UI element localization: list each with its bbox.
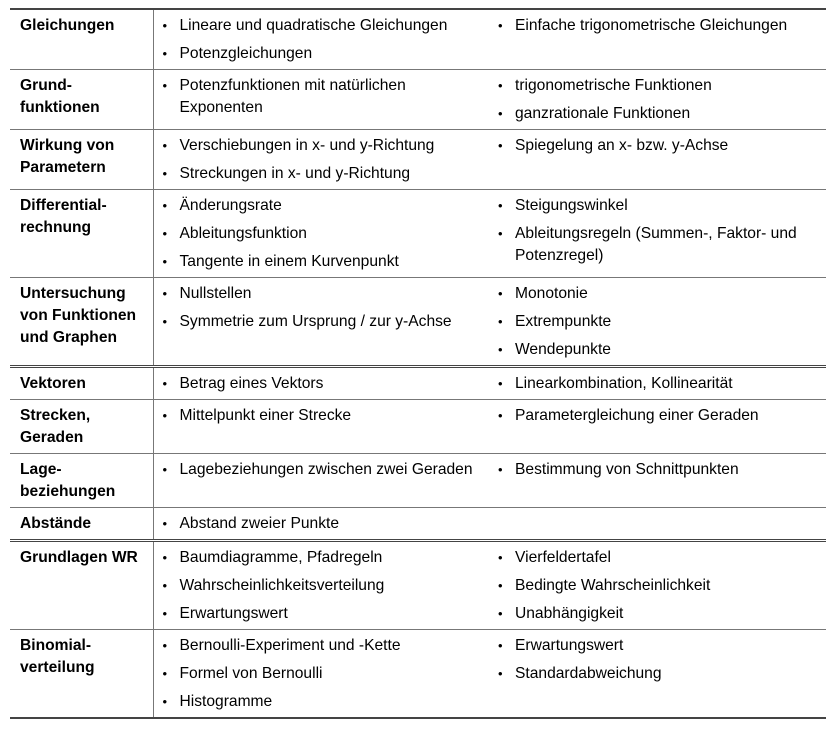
left-items-cell (153, 278, 489, 367)
list-item-text: Bernoulli-Experiment und -Kette (179, 637, 401, 654)
table-row (10, 400, 826, 454)
list-item (162, 15, 482, 37)
list-item (162, 459, 482, 481)
list-item (162, 513, 482, 535)
bullet-icon: • (162, 376, 168, 391)
list-item-text: Potenzgleichungen (179, 45, 313, 62)
topic-cell (10, 190, 153, 278)
bullet-icon: • (162, 166, 168, 181)
topic-cell (10, 508, 153, 541)
list-item (497, 75, 818, 97)
list-item-text: Lagebeziehungen zwischen zwei Geraden (179, 461, 473, 478)
table-row (10, 508, 826, 541)
list-item-text: Mittelpunkt einer Strecke (179, 407, 352, 424)
table-body (10, 9, 826, 718)
list-item-text: Extrempunkte (515, 313, 612, 330)
curriculum-table-container (10, 8, 826, 719)
bullet-icon: • (162, 78, 168, 93)
topic-label: Lage- beziehungen (20, 461, 116, 500)
list-item (497, 373, 818, 395)
list-item-text: Tangente in einem Kurvenpunkt (179, 253, 399, 270)
topic-label: Differential- rechnung (20, 197, 107, 236)
list-item (162, 195, 482, 217)
list-item-text: Steigungswinkel (515, 197, 628, 214)
bullet-icon: • (162, 18, 168, 33)
curriculum-table (10, 8, 826, 719)
list-item (497, 603, 818, 625)
bullet-icon: • (162, 226, 168, 241)
bullet-icon: • (162, 314, 168, 329)
list-item (162, 635, 482, 657)
right-item-list (497, 373, 818, 395)
list-item-text: Wahrscheinlichkeitsverteilung (179, 577, 385, 594)
bullet-icon: • (498, 314, 503, 329)
right-items-cell (489, 400, 826, 454)
left-item-list (162, 373, 482, 395)
list-item-text: Streckungen in x- und y-Richtung (179, 165, 411, 182)
table-row (10, 9, 826, 70)
list-item-text: Parametergleichung einer Geraden (515, 407, 759, 424)
right-items-cell (489, 190, 826, 278)
list-item (497, 547, 818, 569)
list-item (497, 135, 818, 157)
bullet-icon: • (162, 254, 168, 269)
bullet-icon: • (162, 462, 168, 477)
topic-label: Gleichungen (20, 17, 115, 34)
topic-label: Wirkung von Parametern (20, 137, 115, 176)
right-items-cell (489, 9, 826, 70)
list-item-text: Ableitungsfunktion (179, 225, 307, 242)
topic-cell (10, 9, 153, 70)
left-item-list (162, 15, 482, 65)
bullet-icon: • (498, 408, 503, 423)
bullet-icon: • (498, 666, 503, 681)
right-items-cell (489, 541, 826, 630)
right-item-list (497, 405, 818, 427)
list-item-text: Bestimmung von Schnittpunkten (515, 461, 739, 478)
right-item-list (497, 547, 818, 625)
left-items-cell (153, 70, 489, 130)
left-item-list (162, 547, 482, 625)
bullet-icon: • (498, 578, 503, 593)
list-item-text: Verschiebungen in x- und y-Richtung (179, 137, 435, 154)
bullet-icon: • (498, 638, 503, 653)
list-item-text: Lineare und quadratische Gleichungen (179, 17, 448, 34)
topic-label: Binomial- verteilung (20, 637, 95, 676)
left-item-list (162, 459, 482, 481)
list-item-text: Einfache trigonometrische Gleichungen (515, 17, 788, 34)
bullet-icon: • (498, 462, 503, 477)
bullet-icon: • (498, 138, 503, 153)
list-item (162, 373, 482, 395)
left-item-list (162, 635, 482, 713)
bullet-icon: • (162, 198, 168, 213)
bullet-icon: • (498, 78, 503, 93)
bullet-icon: • (162, 138, 168, 153)
right-items-cell (489, 70, 826, 130)
bullet-icon: • (162, 550, 168, 565)
list-item-text: Erwartungswert (515, 637, 624, 654)
list-item-text: Standardabweichung (515, 665, 662, 682)
table-row (10, 541, 826, 630)
list-item (162, 547, 482, 569)
list-item-text: Wendepunkte (515, 341, 611, 358)
list-item (497, 459, 818, 481)
bullet-icon: • (162, 408, 168, 423)
right-item-list (497, 15, 818, 37)
bullet-icon: • (162, 694, 168, 709)
bullet-icon: • (162, 666, 168, 681)
bullet-icon: • (162, 516, 168, 531)
left-item-list (162, 405, 482, 427)
list-item-text: Symmetrie zum Ursprung / zur y-Achse (179, 313, 452, 330)
left-item-list (162, 513, 482, 535)
left-items-cell (153, 630, 489, 719)
right-item-list (497, 195, 818, 267)
table-row (10, 278, 826, 367)
left-items-cell (153, 400, 489, 454)
left-items-cell (153, 9, 489, 70)
list-item (162, 75, 482, 119)
topic-cell (10, 630, 153, 719)
topic-label: Grund- funktionen (20, 77, 100, 116)
bullet-icon: • (498, 376, 503, 391)
list-item (497, 15, 818, 37)
list-item (162, 691, 482, 713)
list-item (497, 223, 818, 267)
list-item-text: Änderungsrate (179, 197, 282, 214)
list-item (162, 311, 482, 333)
list-item-text: Monotonie (515, 285, 588, 302)
list-item (497, 195, 818, 217)
left-items-cell (153, 541, 489, 630)
bullet-icon: • (162, 286, 168, 301)
list-item (497, 311, 818, 333)
bullet-icon: • (498, 606, 503, 621)
list-item-text: Spiegelung an x- bzw. y-Achse (515, 137, 729, 154)
left-items-cell (153, 367, 489, 400)
topic-label: Abstände (20, 515, 92, 532)
list-item-text: Formel von Bernoulli (179, 665, 323, 682)
left-items-cell (153, 454, 489, 508)
list-item (162, 575, 482, 597)
list-item (162, 603, 482, 625)
left-items-cell (153, 508, 489, 541)
topic-label: Untersuchung von Funktionen und Graphen (20, 285, 137, 346)
list-item-text: Linearkombination, Kollinearität (515, 375, 733, 392)
topic-cell (10, 400, 153, 454)
bullet-icon: • (498, 226, 503, 241)
bullet-icon: • (162, 46, 168, 61)
list-item-text: Betrag eines Vektors (179, 375, 324, 392)
list-item-text: Ableitungsregeln (Summen-, Faktor- und Potenzregel) (515, 225, 797, 264)
table-row (10, 630, 826, 719)
topic-cell (10, 70, 153, 130)
right-items-cell (489, 508, 826, 541)
topic-label: Grundlagen WR (20, 549, 138, 566)
list-item (162, 251, 482, 273)
list-item-text: Bedingte Wahrscheinlichkeit (515, 577, 711, 594)
topic-cell (10, 278, 153, 367)
list-item-text: Nullstellen (179, 285, 252, 302)
list-item-text: Vierfeldertafel (515, 549, 611, 566)
list-item (162, 163, 482, 185)
list-item (162, 43, 482, 65)
table-row (10, 190, 826, 278)
list-item-text: trigonometrische Funktionen (515, 77, 712, 94)
list-item-text: Unabhängigkeit (515, 605, 624, 622)
bullet-icon: • (498, 342, 503, 357)
bullet-icon: • (498, 198, 503, 213)
bullet-icon: • (498, 550, 503, 565)
list-item-text: Erwartungswert (179, 605, 288, 622)
bullet-icon: • (498, 18, 503, 33)
list-item (162, 223, 482, 245)
topic-label: Strecken, Geraden (20, 407, 91, 446)
right-item-list (497, 459, 818, 481)
list-item (497, 405, 818, 427)
list-item-text: Baumdiagramme, Pfadregeln (179, 549, 383, 566)
list-item (497, 103, 818, 125)
right-items-cell (489, 454, 826, 508)
bullet-icon: • (498, 286, 503, 301)
topic-cell (10, 541, 153, 630)
right-item-list (497, 135, 818, 157)
list-item-text: Histogramme (179, 693, 273, 710)
list-item (497, 575, 818, 597)
bullet-icon: • (162, 606, 168, 621)
left-item-list (162, 283, 482, 333)
right-item-list (497, 635, 818, 685)
left-items-cell (153, 130, 489, 190)
list-item (162, 405, 482, 427)
right-items-cell (489, 130, 826, 190)
bullet-icon: • (162, 578, 168, 593)
list-item-text: Potenzfunktionen mit natürlichen Exponenten (179, 77, 406, 116)
list-item (162, 663, 482, 685)
bullet-icon: • (162, 638, 168, 653)
list-item (497, 663, 818, 685)
list-item (162, 135, 482, 157)
right-item-list (497, 75, 818, 125)
table-row (10, 130, 826, 190)
list-item (162, 283, 482, 305)
list-item (497, 283, 818, 305)
list-item (497, 635, 818, 657)
topic-label: Vektoren (20, 375, 86, 392)
left-item-list (162, 195, 482, 273)
list-item-text: ganzrationale Funktionen (515, 105, 691, 122)
right-items-cell (489, 367, 826, 400)
right-items-cell (489, 630, 826, 719)
table-row (10, 454, 826, 508)
left-items-cell (153, 190, 489, 278)
topic-cell (10, 130, 153, 190)
topic-cell (10, 454, 153, 508)
table-row (10, 367, 826, 400)
bullet-icon: • (498, 106, 503, 121)
list-item (497, 339, 818, 361)
list-item-text: Abstand zweier Punkte (179, 515, 339, 532)
right-item-list (497, 283, 818, 361)
topic-cell (10, 367, 153, 400)
left-item-list (162, 135, 482, 185)
table-row (10, 70, 826, 130)
left-item-list (162, 75, 482, 119)
right-items-cell (489, 278, 826, 367)
